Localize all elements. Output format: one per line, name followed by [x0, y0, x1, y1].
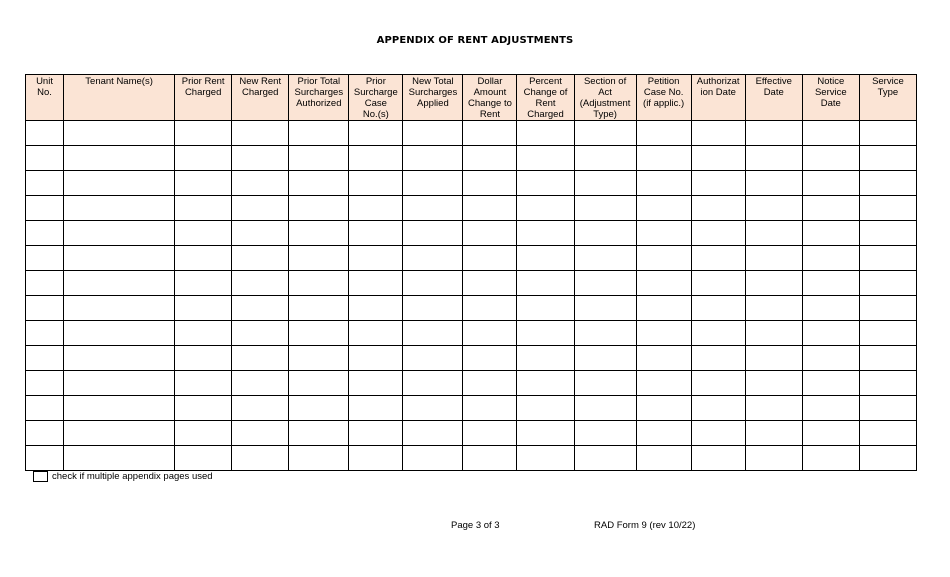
table-row — [26, 321, 917, 346]
table-cell[interactable] — [859, 121, 916, 146]
table-cell[interactable] — [26, 371, 64, 396]
table-cell[interactable] — [636, 446, 691, 471]
table-cell[interactable] — [691, 246, 745, 271]
table-cell[interactable] — [745, 321, 802, 346]
table-cell[interactable] — [517, 246, 574, 271]
table-cell[interactable] — [859, 321, 916, 346]
table-cell[interactable] — [463, 221, 517, 246]
table-cell[interactable] — [802, 321, 859, 346]
table-cell[interactable] — [745, 146, 802, 171]
table-cell[interactable] — [463, 246, 517, 271]
table-cell[interactable] — [232, 221, 289, 246]
table-cell[interactable] — [802, 171, 859, 196]
table-cell[interactable] — [802, 196, 859, 221]
table-cell[interactable] — [691, 296, 745, 321]
table-row — [26, 121, 917, 146]
table-cell[interactable] — [517, 421, 574, 446]
table-row — [26, 296, 917, 321]
table-cell[interactable] — [691, 196, 745, 221]
table-cell[interactable] — [859, 146, 916, 171]
table-cell[interactable] — [175, 446, 232, 471]
table-cell[interactable] — [463, 371, 517, 396]
form-id: RAD Form 9 (rev 10/22) — [594, 520, 696, 531]
table-cell[interactable] — [289, 146, 349, 171]
table-cell[interactable] — [636, 346, 691, 371]
table-cell[interactable] — [289, 221, 349, 246]
column-header-effective-date: Effective Date — [745, 75, 802, 121]
table-cell[interactable] — [26, 246, 64, 271]
table-cell[interactable] — [26, 321, 64, 346]
table-cell[interactable] — [859, 196, 916, 221]
table-cell[interactable] — [289, 121, 349, 146]
table-cell[interactable] — [691, 171, 745, 196]
table-cell[interactable] — [403, 321, 463, 346]
table-cell[interactable] — [636, 371, 691, 396]
table-cell[interactable] — [64, 371, 175, 396]
table-cell[interactable] — [802, 246, 859, 271]
table-cell[interactable] — [175, 196, 232, 221]
multiple-pages-checkbox-label: check if multiple appendix pages used — [52, 471, 213, 482]
table-cell[interactable] — [26, 396, 64, 421]
table-cell[interactable] — [403, 146, 463, 171]
table-cell[interactable] — [745, 421, 802, 446]
table-cell[interactable] — [636, 146, 691, 171]
table-row — [26, 146, 917, 171]
table-row — [26, 196, 917, 221]
table-cell[interactable] — [232, 396, 289, 421]
table-cell[interactable] — [463, 346, 517, 371]
table-cell[interactable] — [745, 371, 802, 396]
table-cell[interactable] — [517, 146, 574, 171]
table-cell[interactable] — [64, 246, 175, 271]
table-cell[interactable] — [403, 396, 463, 421]
table-cell[interactable] — [463, 146, 517, 171]
table-cell[interactable] — [403, 196, 463, 221]
table-cell[interactable] — [636, 421, 691, 446]
table-cell[interactable] — [802, 121, 859, 146]
rent-adjustments-table — [25, 74, 917, 471]
table-cell[interactable] — [517, 446, 574, 471]
table-cell[interactable] — [232, 371, 289, 396]
table-cell[interactable] — [232, 321, 289, 346]
table-cell[interactable] — [745, 446, 802, 471]
table-cell[interactable] — [64, 221, 175, 246]
table-cell[interactable] — [636, 321, 691, 346]
table-cell[interactable] — [64, 171, 175, 196]
column-header-petition-case-no: Petition Case No. (if applic.) — [636, 75, 691, 121]
column-header-percent-change: Percent Change of Rent Charged — [517, 75, 574, 121]
table-cell[interactable] — [691, 421, 745, 446]
table-cell[interactable] — [289, 421, 349, 446]
table-cell[interactable] — [349, 371, 403, 396]
multiple-pages-checkbox[interactable] — [33, 471, 48, 482]
table-cell[interactable] — [349, 421, 403, 446]
table-cell[interactable] — [64, 296, 175, 321]
table-cell[interactable] — [517, 196, 574, 221]
table-cell[interactable] — [802, 146, 859, 171]
table-cell[interactable] — [574, 146, 636, 171]
column-header-section-of-act: Section of Act (Adjustment Type) — [574, 75, 636, 121]
table-cell[interactable] — [745, 271, 802, 296]
table-cell[interactable] — [517, 221, 574, 246]
table-cell[interactable] — [859, 221, 916, 246]
table-cell[interactable] — [517, 396, 574, 421]
table-cell[interactable] — [691, 396, 745, 421]
table-cell[interactable] — [403, 421, 463, 446]
table-row — [26, 221, 917, 246]
table-cell[interactable] — [802, 221, 859, 246]
table-cell[interactable] — [289, 446, 349, 471]
table-cell[interactable] — [517, 121, 574, 146]
table-cell[interactable] — [517, 321, 574, 346]
table-cell[interactable] — [289, 246, 349, 271]
table-cell[interactable] — [636, 396, 691, 421]
table-cell[interactable] — [859, 396, 916, 421]
table-cell[interactable] — [463, 446, 517, 471]
table-cell[interactable] — [26, 346, 64, 371]
table-cell[interactable] — [574, 246, 636, 271]
table-cell[interactable] — [349, 221, 403, 246]
table-cell[interactable] — [745, 296, 802, 321]
table-cell[interactable] — [463, 421, 517, 446]
table-cell[interactable] — [691, 271, 745, 296]
table-cell[interactable] — [636, 246, 691, 271]
table-cell[interactable] — [232, 121, 289, 146]
table-cell[interactable] — [691, 446, 745, 471]
table-cell[interactable] — [175, 221, 232, 246]
table-cell[interactable] — [403, 221, 463, 246]
column-header-notice-service-date: Notice Service Date — [802, 75, 859, 121]
table-cell[interactable] — [745, 346, 802, 371]
column-header-prior-total-surcharges: Prior Total Surcharges Authorized — [289, 75, 349, 121]
table-cell[interactable] — [463, 271, 517, 296]
table-cell[interactable] — [64, 321, 175, 346]
table-cell[interactable] — [859, 271, 916, 296]
table-cell[interactable] — [349, 146, 403, 171]
column-header-service-type: Service Type — [859, 75, 916, 121]
table-cell[interactable] — [26, 196, 64, 221]
table-cell[interactable] — [636, 196, 691, 221]
table-cell[interactable] — [574, 346, 636, 371]
table-cell[interactable] — [636, 296, 691, 321]
table-cell[interactable] — [64, 121, 175, 146]
table-cell[interactable] — [574, 221, 636, 246]
table-cell[interactable] — [745, 171, 802, 196]
table-cell[interactable] — [349, 271, 403, 296]
table-cell[interactable] — [349, 321, 403, 346]
table-cell[interactable] — [232, 146, 289, 171]
table-cell[interactable] — [802, 371, 859, 396]
table-cell[interactable] — [691, 221, 745, 246]
column-header-unit-no: Unit No. — [26, 75, 64, 121]
table-cell[interactable] — [859, 246, 916, 271]
table-cell[interactable] — [802, 446, 859, 471]
table-cell[interactable] — [289, 196, 349, 221]
table-header-row — [26, 75, 917, 121]
table-cell[interactable] — [636, 171, 691, 196]
table-cell[interactable] — [574, 171, 636, 196]
table-cell[interactable] — [691, 371, 745, 396]
table-cell[interactable] — [232, 446, 289, 471]
table-cell[interactable] — [802, 296, 859, 321]
page-number: Page 3 of 3 — [451, 520, 500, 531]
table-cell[interactable] — [232, 271, 289, 296]
table-cell[interactable] — [859, 346, 916, 371]
table-cell[interactable] — [636, 121, 691, 146]
table-cell[interactable] — [403, 271, 463, 296]
table-cell[interactable] — [745, 196, 802, 221]
table-cell[interactable] — [349, 121, 403, 146]
table-cell[interactable] — [802, 396, 859, 421]
column-header-prior-rent-charged: Prior Rent Charged — [175, 75, 232, 121]
table-cell[interactable] — [175, 396, 232, 421]
column-header-tenant-names: Tenant Name(s) — [64, 75, 175, 121]
table-cell[interactable] — [745, 246, 802, 271]
table-cell[interactable] — [463, 296, 517, 321]
table-cell[interactable] — [289, 396, 349, 421]
table-cell[interactable] — [232, 171, 289, 196]
table-cell[interactable] — [232, 246, 289, 271]
column-header-new-rent-charged: New Rent Charged — [232, 75, 289, 121]
table-cell[interactable] — [175, 321, 232, 346]
table-cell[interactable] — [517, 171, 574, 196]
table-cell[interactable] — [691, 346, 745, 371]
table-cell[interactable] — [289, 271, 349, 296]
table-cell[interactable] — [745, 121, 802, 146]
table-cell[interactable] — [26, 421, 64, 446]
table-cell[interactable] — [802, 346, 859, 371]
table-cell[interactable] — [349, 396, 403, 421]
column-header-authorization-date: Authorizat ion Date — [691, 75, 745, 121]
table-cell[interactable] — [403, 121, 463, 146]
table-cell[interactable] — [349, 296, 403, 321]
table-cell[interactable] — [289, 321, 349, 346]
table-cell[interactable] — [232, 421, 289, 446]
table-cell[interactable] — [691, 121, 745, 146]
table-cell[interactable] — [26, 146, 64, 171]
table-cell[interactable] — [175, 346, 232, 371]
table-cell[interactable] — [691, 321, 745, 346]
table-cell[interactable] — [574, 421, 636, 446]
table-cell[interactable] — [859, 446, 916, 471]
table-cell[interactable] — [859, 371, 916, 396]
table-cell[interactable] — [636, 221, 691, 246]
table-cell[interactable] — [289, 296, 349, 321]
table-cell[interactable] — [403, 246, 463, 271]
table-cell[interactable] — [574, 271, 636, 296]
table-row — [26, 346, 917, 371]
table-cell[interactable] — [403, 296, 463, 321]
table-cell[interactable] — [403, 371, 463, 396]
table-cell[interactable] — [463, 321, 517, 346]
table-row — [26, 396, 917, 421]
table-cell[interactable] — [175, 146, 232, 171]
column-header-new-total-surcharges: New Total Surcharges Applied — [403, 75, 463, 121]
table-cell[interactable] — [802, 271, 859, 296]
table-cell[interactable] — [175, 246, 232, 271]
table-cell[interactable] — [802, 421, 859, 446]
table-cell[interactable] — [574, 396, 636, 421]
table-row — [26, 171, 917, 196]
table-cell[interactable] — [64, 446, 175, 471]
table-cell[interactable] — [463, 121, 517, 146]
table-cell[interactable] — [403, 346, 463, 371]
table-cell[interactable] — [26, 171, 64, 196]
table-cell[interactable] — [463, 171, 517, 196]
table-row — [26, 246, 917, 271]
document-title: APPENDIX OF RENT ADJUSTMENTS — [376, 35, 574, 46]
table-cell[interactable] — [745, 396, 802, 421]
table-cell[interactable] — [574, 446, 636, 471]
table-cell[interactable] — [175, 121, 232, 146]
table-cell[interactable] — [289, 346, 349, 371]
table-cell[interactable] — [26, 296, 64, 321]
table-cell[interactable] — [232, 346, 289, 371]
column-header-prior-surcharge-case-no: Prior Surcharge Case No.(s) — [349, 75, 403, 121]
table-cell[interactable] — [175, 421, 232, 446]
table-cell[interactable] — [517, 371, 574, 396]
table-cell[interactable] — [26, 271, 64, 296]
table-cell[interactable] — [289, 171, 349, 196]
table-cell[interactable] — [232, 296, 289, 321]
table-cell[interactable] — [64, 396, 175, 421]
table-row — [26, 271, 917, 296]
table-cell[interactable] — [289, 371, 349, 396]
table-cell[interactable] — [859, 171, 916, 196]
column-header-dollar-amount-change: Dollar Amount Change to Rent — [463, 75, 517, 121]
table-cell[interactable] — [175, 296, 232, 321]
table-cell[interactable] — [574, 321, 636, 346]
table-row — [26, 446, 917, 471]
table-cell[interactable] — [349, 171, 403, 196]
table-cell[interactable] — [636, 271, 691, 296]
table-cell[interactable] — [859, 296, 916, 321]
table-cell[interactable] — [64, 346, 175, 371]
table-cell[interactable] — [463, 196, 517, 221]
table-cell[interactable] — [26, 121, 64, 146]
table-cell[interactable] — [64, 146, 175, 171]
table-cell[interactable] — [403, 171, 463, 196]
table-cell[interactable] — [175, 171, 232, 196]
table-cell[interactable] — [64, 271, 175, 296]
table-cell[interactable] — [859, 421, 916, 446]
multiple-pages-check-row — [33, 471, 213, 482]
table-cell[interactable] — [574, 371, 636, 396]
table-cell[interactable] — [232, 196, 289, 221]
table-cell[interactable] — [574, 121, 636, 146]
table-cell[interactable] — [26, 221, 64, 246]
table-cell[interactable] — [517, 271, 574, 296]
table-cell[interactable] — [574, 196, 636, 221]
table-cell[interactable] — [26, 446, 64, 471]
table-row — [26, 371, 917, 396]
table-cell[interactable] — [517, 296, 574, 321]
table-cell[interactable] — [64, 196, 175, 221]
table-cell[interactable] — [745, 221, 802, 246]
table-cell[interactable] — [574, 296, 636, 321]
table-cell[interactable] — [517, 346, 574, 371]
table-cell[interactable] — [349, 196, 403, 221]
table-cell[interactable] — [64, 421, 175, 446]
table-cell[interactable] — [349, 246, 403, 271]
table-cell[interactable] — [349, 446, 403, 471]
table-cell[interactable] — [403, 446, 463, 471]
table-cell[interactable] — [175, 371, 232, 396]
table-cell[interactable] — [691, 146, 745, 171]
table-cell[interactable] — [463, 396, 517, 421]
table-cell[interactable] — [349, 346, 403, 371]
table-row — [26, 421, 917, 446]
table-cell[interactable] — [175, 271, 232, 296]
